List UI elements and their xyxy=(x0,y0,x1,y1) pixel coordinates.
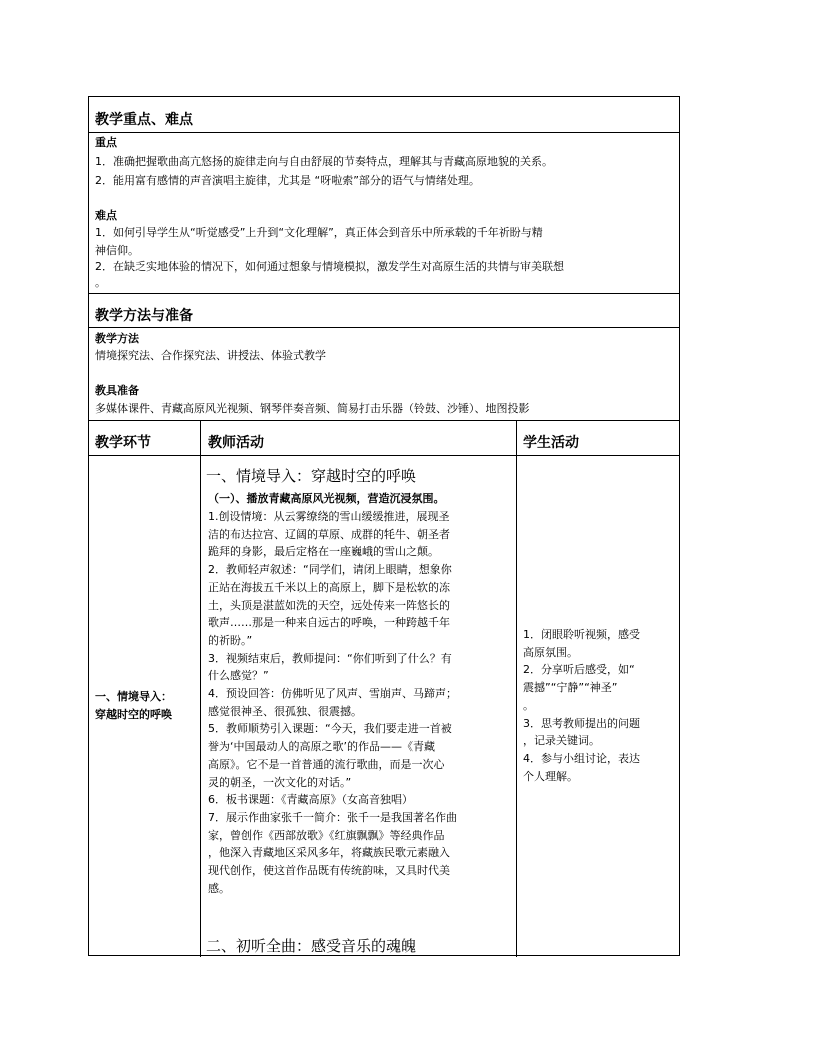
text-line: 1．闭眼聆听视频，感受 xyxy=(523,628,640,641)
tools-label: 教具准备 xyxy=(95,384,139,397)
teacher-activity-text xyxy=(208,508,513,897)
focus-section-title: 教学重点、难点 xyxy=(95,112,193,128)
text-line: 感。 xyxy=(208,881,230,895)
text-line: 洁的布达拉宫、辽阔的草原、成群的牦牛、朝圣者 xyxy=(208,527,450,541)
text-line: 5．教师顺势引入课题：“今天，我们要走进一首被 xyxy=(208,722,452,736)
key-point-item: 2．能用富有感情的声音演唱主旋律，尤其是 “呀啦索”部分的语气与情绪处理。 xyxy=(95,174,480,187)
text-line: 的祈盼。” xyxy=(208,633,253,647)
divider xyxy=(89,132,679,133)
difficult-point-item: 神信仰。 xyxy=(95,244,139,257)
text-line: 高原》。它不是一首普通的流行歌曲，而是一次心 xyxy=(208,757,445,771)
text-line: 誉为‘中国最动人的高原之歌’的作品——《青藏 xyxy=(208,740,435,754)
difficult-point-item: 2．在缺乏实地体验的情况下，如何通过想象与情境模拟，激发学生对高原生活的共情与审美联想 xyxy=(95,260,564,273)
difficult-point-item: 1．如何引导学生从“听觉感受”上升到“文化理解”，真正体会到音乐中所承载的千年祈盼与精 xyxy=(95,226,543,239)
stage-label: 穿越时空的呼唤 xyxy=(95,708,172,721)
stage-label: 一、情境导入： xyxy=(95,690,172,703)
key-point-item: 1．准确把握歌曲高亢悠扬的旋律走向与自由舒展的节奏特点，理解其与青藏高原地貌的关系。 xyxy=(95,155,553,168)
text-line: 家，曾创作《西部放歌》《红旗飘飘》等经典作品 xyxy=(208,828,445,842)
text-line: 3．视频结束后，教师提问：“你们听到了什么？有 xyxy=(208,651,452,665)
header-stage: 教学环节 xyxy=(95,435,151,451)
divider xyxy=(89,293,679,294)
method-text: 情境探究法、合作探究法、讲授法、体验式教学 xyxy=(95,349,326,362)
text-line: 震撼”“宁静”“神圣” xyxy=(523,681,618,695)
text-line: 现代创作，使这首作品既有传统韵味，又具时代美 xyxy=(208,864,450,878)
text-line: 个人理解。 xyxy=(523,769,578,783)
text-line: 6．板书课题：《青藏高原》（女高音独唱） xyxy=(208,793,413,807)
text-line: 跪拜的身影，最后定格在一座巍峨的雪山之颠。 xyxy=(208,545,439,559)
text-line: 4．预设回答：仿佛听见了风声、雪崩声、马蹄声； xyxy=(208,687,457,701)
text-line: 高原氛围。 xyxy=(523,645,578,659)
text-line: 土，头顶是湛蓝如洗的天空，远处传来一阵悠长的 xyxy=(208,598,450,612)
text-line: 灵的朝圣，一次文化的对话。” xyxy=(208,775,352,789)
text-line: ，记录关键词。 xyxy=(523,734,600,748)
divider xyxy=(89,327,679,328)
teacher-subheading: （一）、播放青藏高原风光视频，营造沉浸氛围。 xyxy=(208,492,445,505)
column-divider xyxy=(200,420,201,957)
key-points-label: 重点 xyxy=(95,136,117,149)
difficult-point-item: 。 xyxy=(95,276,106,289)
text-line: 正站在海拔五千米以上的高原上，脚下是松软的冻 xyxy=(208,580,450,594)
text-line: 3．思考教师提出的问题 xyxy=(523,716,640,730)
text-line: 2．教师轻声叙述：“同学们，请闭上眼睛，想象你 xyxy=(208,563,452,577)
difficult-points-label: 难点 xyxy=(95,209,117,222)
column-divider xyxy=(516,420,517,957)
text-line: 感觉很神圣、很孤独、很震撼。 xyxy=(208,704,362,718)
text-line: 2．分享听后感受，如“ xyxy=(523,663,635,677)
text-line: 1.创设情境：从云雾缭绕的雪山缓缓推进，展现圣 xyxy=(208,510,450,523)
tools-text: 多媒体课件、青藏高原风光视频、钢琴伴奏音频、简易打击乐器（铃鼓、沙锤）、地图投影 xyxy=(95,402,530,415)
divider xyxy=(89,455,679,456)
text-line: 。 xyxy=(523,698,534,712)
text-line: 什么感觉？” xyxy=(208,669,269,683)
teacher-section-heading-2: 二、初听全曲：感受音乐的魂魄 xyxy=(206,937,417,955)
method-label: 教学方法 xyxy=(95,332,139,345)
method-section-title: 教学方法与准备 xyxy=(95,308,193,324)
text-line: 歌声……那是一种来自远古的呼唤，一种跨越千年 xyxy=(208,616,450,630)
divider xyxy=(89,420,679,421)
teacher-section-heading: 一、情境导入：穿越时空的呼唤 xyxy=(206,467,417,485)
lesson-plan-document xyxy=(88,96,680,956)
text-line: ，他深入青藏地区采风多年，将藏族民歌元素融入 xyxy=(208,846,450,860)
header-teacher-activity: 教师活动 xyxy=(208,435,264,451)
text-line: 7．展示作曲家张千一简介：张千一是我国著名作曲 xyxy=(208,810,457,824)
header-student-activity: 学生活动 xyxy=(523,435,579,451)
text-line: 4．参与小组讨论，表达 xyxy=(523,751,640,765)
student-activity-text xyxy=(523,626,673,785)
